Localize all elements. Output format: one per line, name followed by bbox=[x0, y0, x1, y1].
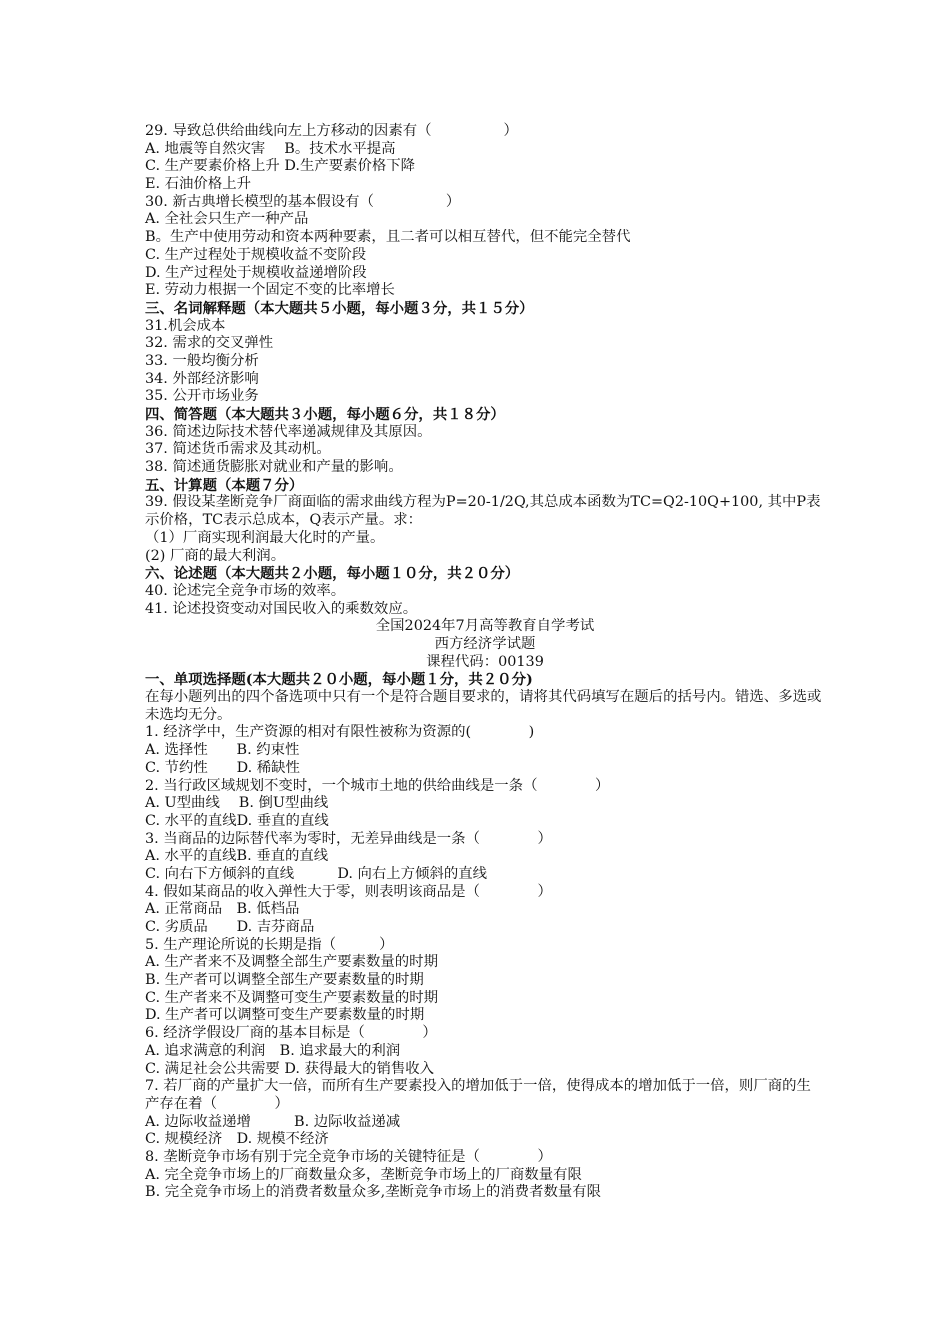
question-38: 38. 简述通货膨胀对就业和产量的影响。 bbox=[145, 459, 403, 476]
option-line: E. 石油价格上升 bbox=[145, 176, 251, 193]
option-line: C. 生产过程处于规模收益不变阶段 bbox=[145, 246, 367, 263]
section-heading-3: 三、名词解释题（本大题共５小题，每小题３分，共１５分） bbox=[145, 299, 534, 317]
option-line: A. 边际收益递增 B. 边际收益递减 bbox=[145, 1113, 401, 1130]
section-heading-6: 六、论述题（本大题共２小题，每小题１０分，共２０分） bbox=[145, 565, 520, 583]
question-41: 41. 论述投资变动对国民收入的乘数效应。 bbox=[145, 600, 418, 617]
option-line: A. 选择性 B. 约束性 bbox=[145, 742, 300, 759]
question-31: 31.机会成本 bbox=[145, 317, 226, 334]
section-heading-1: 一、单项选择题(本大题共２０小题，每小题１分，共２０分) bbox=[145, 671, 533, 689]
option-line: C. 规模经济 D. 规模不经济 bbox=[145, 1131, 329, 1148]
option-line: A. 追求满意的利润 B. 追求最大的利润 bbox=[145, 1042, 401, 1059]
question-1: 1. 经济学中，生产资源的相对有限性被称为资源的( ) bbox=[145, 724, 535, 741]
exam-page bbox=[145, 123, 825, 1202]
question-6: 6. 经济学假设厂商的基本目标是（ ） bbox=[145, 1025, 437, 1042]
instructions: 在每小题列出的四个备选项中只有一个是符合题目要求的，请将其代码填写在题后的括号内。错选、多选或未选均无分。 bbox=[145, 689, 822, 723]
question-32: 32. 需求的交叉弹性 bbox=[145, 335, 274, 352]
option-line: B. 完全竞争市场上的消费者数量众多,垄断竞争市场上的消费者数量有限 bbox=[145, 1184, 602, 1201]
question-30: 30. 新古典增长模型的基本假设有（ ） bbox=[145, 193, 461, 210]
question-34: 34. 外部经济影响 bbox=[145, 370, 259, 387]
question-36: 36. 简述边际技术替代率递减规律及其原因。 bbox=[145, 423, 432, 440]
option-line: A. 生产者来不及调整全部生产要素数量的时期 bbox=[145, 954, 438, 971]
option-line: D. 生产过程处于规模收益递增阶段 bbox=[145, 264, 367, 281]
question-29: 29. 导致总供给曲线向左上方移动的因素有（ ） bbox=[145, 123, 518, 139]
option-line: B. 生产者可以调整全部生产要素数量的时期 bbox=[145, 972, 424, 989]
option-line: C. 节约性 D. 稀缺性 bbox=[145, 759, 300, 776]
option-line: A. 全社会只生产一种产品 bbox=[145, 211, 309, 228]
option-line: C. 向右下方倾斜的直线 D. 向右上方倾斜的直线 bbox=[145, 865, 488, 882]
question-39: 39. 假设某垄断竞争厂商面临的需求曲线方程为P=20-1/2Q,其总成本函数为TC=Q2-10Q+100, 其中P表示价格，TC表示总成本，Q表示产量。求： bbox=[145, 494, 821, 529]
option-line: C. 生产者来不及调整可变生产要素数量的时期 bbox=[145, 989, 439, 1006]
sub-question: （1）厂商实现利润最大化时的产量。 bbox=[145, 529, 385, 546]
option-line: A. 正常商品 B. 低档品 bbox=[145, 901, 300, 918]
question-3: 3. 当商品的边际替代率为零时，无差异曲线是一条（ ） bbox=[145, 830, 552, 847]
question-33: 33. 一般均衡分析 bbox=[145, 352, 259, 369]
section-heading-5: 五、计算题（本题７分） bbox=[145, 476, 304, 494]
option-line: C. 生产要素价格上升 D.生产要素价格下降 bbox=[145, 158, 416, 175]
question-40: 40. 论述完全竞争市场的效率。 bbox=[145, 582, 346, 599]
exam-title: 全国2024年7月高等教育自学考试 bbox=[375, 618, 595, 635]
sub-question: (2) 厂商的最大利润。 bbox=[145, 547, 286, 564]
option-line: D. 生产者可以调整可变生产要素数量的时期 bbox=[145, 1007, 425, 1024]
question-8: 8. 垄断竞争市场有别于完全竞争市场的关键特征是（ ） bbox=[145, 1148, 552, 1165]
question-4: 4. 假如某商品的收入弹性大于零，则表明该商品是（ ） bbox=[145, 883, 552, 900]
option-line: A. 完全竞争市场上的厂商数量众多，垄断竞争市场上的厂商数量有限 bbox=[145, 1166, 582, 1183]
question-2: 2. 当行政区域规划不变时，一个城市土地的供给曲线是一条（ ） bbox=[145, 777, 610, 794]
question-35: 35. 公开市场业务 bbox=[145, 388, 259, 405]
option-line: C. 满足社会公共需要 D. 获得最大的销售收入 bbox=[145, 1060, 435, 1077]
option-line: C. 水平的直线D. 垂直的直线 bbox=[145, 812, 329, 829]
option-line: A. U型曲线 B. 倒U型曲线 bbox=[145, 795, 329, 812]
option-line: B。生产中使用劳动和资本两种要素，且二者可以相互替代，但不能完全替代 bbox=[145, 229, 631, 246]
option-line: C. 劣质品 D. 吉芬商品 bbox=[145, 919, 315, 935]
option-line: E. 劳动力根据一个固定不变的比率增长 bbox=[145, 282, 395, 299]
question-5: 5. 生产理论所说的长期是指（ ） bbox=[145, 936, 394, 953]
option-line: A. 水平的直线B. 垂直的直线 bbox=[145, 848, 329, 865]
section-heading-4: 四、简答题（本大题共３小题，每小题６分，共１８分） bbox=[145, 406, 505, 423]
exam-subject: 西方经济学试题 bbox=[434, 635, 536, 652]
course-code: 课程代码：00139 bbox=[426, 653, 544, 670]
question-7: 7. 若厂商的产量扩大一倍，而所有生产要素投入的增加低于一倍，使得成本的增加低于一倍，则厂商的生产存在着（ ） bbox=[145, 1078, 811, 1112]
question-37: 37. 简述货币需求及其动机。 bbox=[145, 441, 331, 458]
option-line: A. 地震等自然灾害 B。技术水平提高 bbox=[145, 140, 396, 157]
